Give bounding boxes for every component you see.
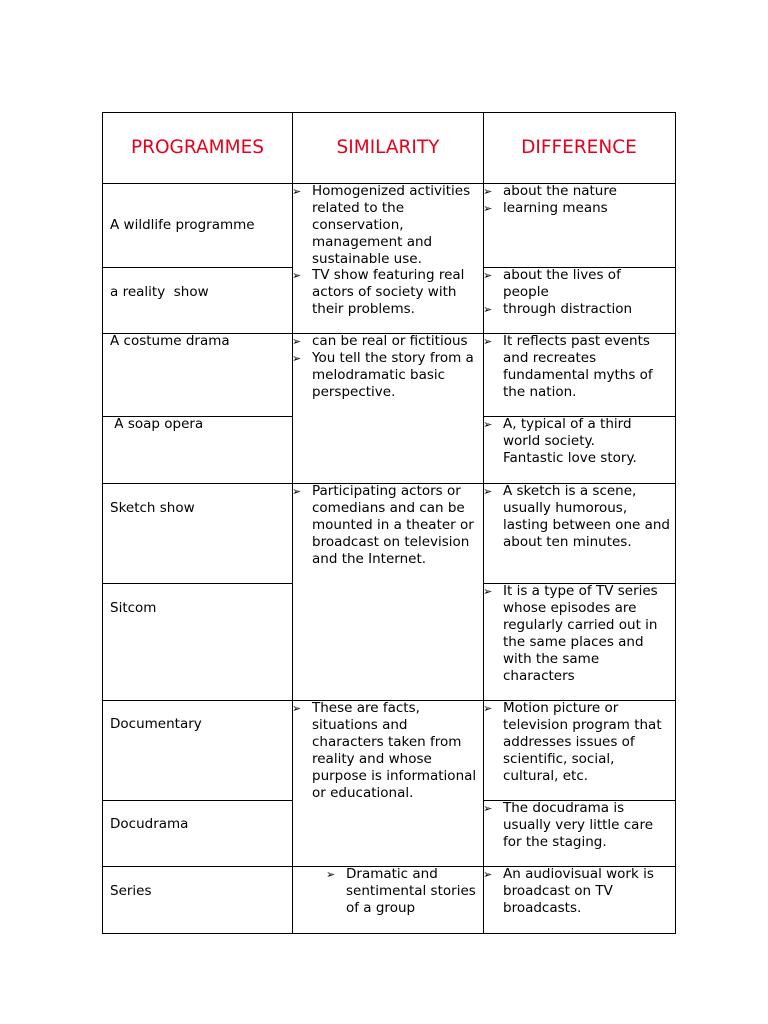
difference-wildlife (483, 183, 673, 217)
list-item: ➢ can be real or fictitious (292, 333, 482, 350)
programme-docudrama: Docudrama (110, 816, 189, 832)
header-difference: DIFFERENCE (521, 137, 637, 158)
programme-reality-show: a reality show (110, 284, 209, 300)
programme-series: Series (110, 883, 152, 899)
list-item: ➢ It is a type of TV series whose episodes are regularly carried out in the same places and with the same characters (483, 583, 673, 685)
difference-costume-drama (483, 333, 673, 401)
list-item: ➢ You tell the story from a melodramatic basic perspective. (292, 350, 482, 401)
list-item: ➢ A sketch is a scene, usually humorous, lasting between one and about ten minutes. (483, 483, 673, 551)
similarity-documentary-docudrama (292, 700, 480, 802)
table-border-bottom (102, 933, 676, 934)
programmes-table (102, 112, 676, 934)
row-divider-programmes (102, 800, 293, 801)
list-item: ➢ A, typical of a third world society. Fantastic love story. (483, 416, 658, 467)
table-border-left (102, 112, 103, 934)
difference-soap-opera (483, 416, 658, 467)
table-border-top (102, 112, 676, 113)
difference-documentary (483, 700, 663, 785)
header-similarity: SIMILARITY (336, 137, 440, 158)
programme-soap-opera: A soap opera (110, 416, 204, 432)
list-item: ➢ An audiovisual work is broadcast on TV broadcasts. (483, 866, 673, 917)
difference-reality-show (483, 267, 658, 318)
list-item: ➢ The docudrama is usually very little care for the staging. (483, 800, 673, 851)
header-programmes: PROGRAMMES (130, 137, 265, 158)
list-item: ➢ Homogenized activities related to the conservation, management and sustainable use. (292, 183, 480, 268)
table-border-right (675, 112, 676, 934)
list-item: ➢ It reflects past events and recreates fundamental myths of the nation. (483, 333, 673, 401)
difference-sketch-show (483, 483, 673, 551)
programme-wildlife: A wildlife programme (110, 217, 255, 233)
list-item: ➢ Dramatic and sentimental stories of a group (326, 866, 481, 917)
list-item: ➢ Participating actors or comedians and can be mounted in a theater or broadcast on television and the Internet. (292, 483, 482, 568)
row-divider-programmes (102, 583, 293, 584)
difference-sitcom (483, 583, 673, 685)
similarity-costume-soap (292, 333, 482, 401)
list-item: ➢ These are facts, situations and characters taken from reality and whose purpose is informational or educational. (292, 700, 480, 802)
similarity-reality-show (292, 267, 482, 318)
similarity-wildlife (292, 183, 480, 268)
list-item: ➢ about the nature (483, 183, 673, 200)
programme-sketch-show: Sketch show (110, 500, 195, 516)
difference-docudrama (483, 800, 673, 851)
list-item: ➢ through distraction (483, 301, 658, 318)
list-item: ➢ about the lives of people (483, 267, 658, 301)
list-item: ➢ Motion picture or television program that addresses issues of scientific, social, cultural, etc. (483, 700, 663, 785)
programme-sitcom: Sitcom (110, 600, 157, 616)
difference-series (483, 866, 673, 917)
row-divider-programmes (102, 267, 293, 268)
similarity-sketch-sitcom (292, 483, 482, 568)
similarity-series (326, 866, 481, 917)
list-item: ➢ TV show featuring real actors of society with their problems. (292, 267, 482, 318)
programme-documentary: Documentary (110, 716, 202, 732)
list-item: ➢ learning means (483, 200, 673, 217)
programme-costume-drama: A costume drama (110, 333, 230, 349)
